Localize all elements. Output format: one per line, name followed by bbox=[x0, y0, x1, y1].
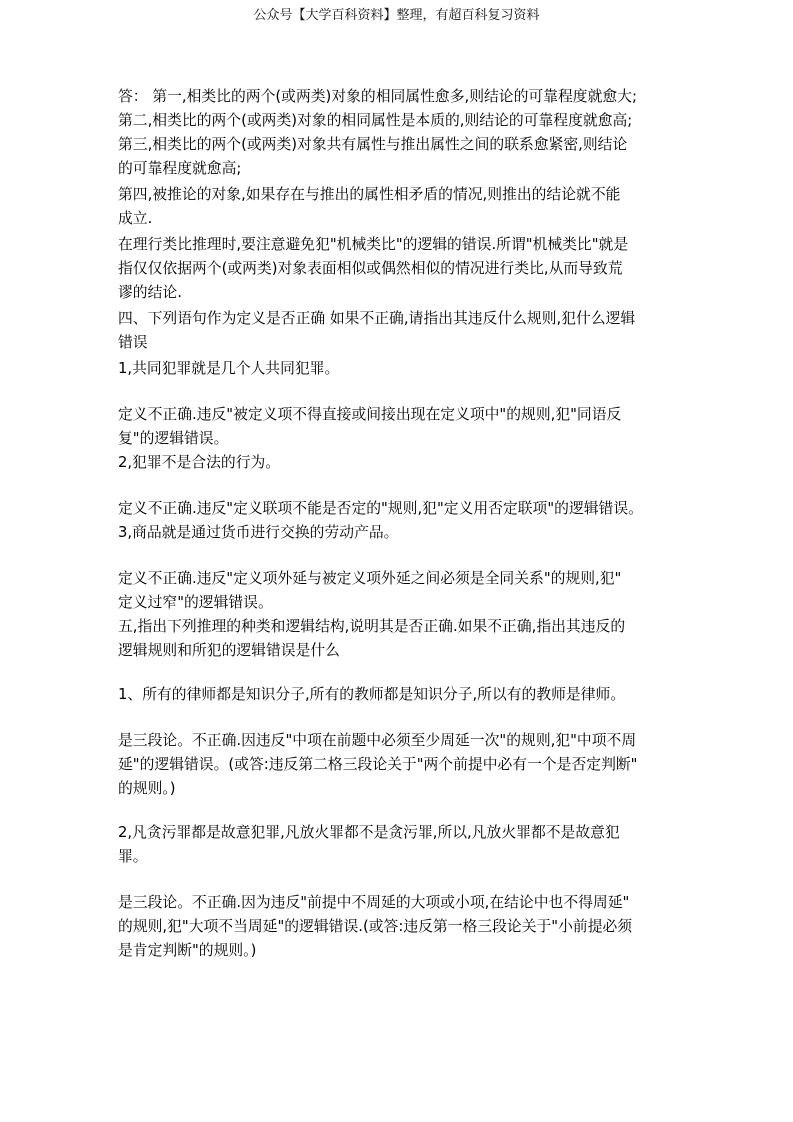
question-item: 罪。 bbox=[118, 848, 148, 865]
answer-line: 定义不正确.违反"定义联项不能是否定的"规则,犯"定义用否定联项"的逻辑错误。 bbox=[118, 500, 643, 517]
question-item: 1、所有的律师都是知识分子,所有的教师都是知识分子,所以有的教师是律师。 bbox=[118, 686, 626, 703]
text-line: 第三,相类比的两个(或两类)对象共有属性与推出属性之间的联系愈紧密,则结论 bbox=[118, 136, 628, 153]
question-item: 3,商品就是通过货币进行交换的劳动产品。 bbox=[118, 524, 399, 541]
text-line: 的可靠程度就愈高; bbox=[118, 160, 242, 177]
section-heading: 错误 bbox=[118, 334, 148, 351]
answer-line: 定义过窄"的逻辑错误。 bbox=[118, 594, 273, 611]
answer-line: 的规则,犯"大项不当周延"的逻辑错误.(或答:违反第一格三段论关于"小前提必须 bbox=[118, 918, 633, 935]
section-heading: 四、下列语句作为定义是否正确 如果不正确,请指出其违反什么规则,犯什么逻辑 bbox=[118, 310, 636, 327]
text-line: 成立. bbox=[118, 210, 153, 227]
question-item: 2,犯罪不是合法的行为。 bbox=[118, 454, 281, 471]
text-line: 谬的结论. bbox=[118, 284, 182, 301]
answer-line: 定义不正确.违反"被定义项不得直接或间接出现在定义项中"的规则,犯"同语反 bbox=[118, 406, 622, 423]
question-item: 1,共同犯罪就是几个人共同犯罪。 bbox=[118, 360, 340, 377]
text-line: 答： 第一,相类比的两个(或两类)对象的相同属性愈多,则结论的可靠程度就愈大; bbox=[118, 88, 637, 105]
answer-line: 是三段论。不正确.因违反"中项在前题中必须至少周延一次"的规则,犯"中项不周 bbox=[118, 732, 637, 749]
answer-line: 的规则。) bbox=[118, 780, 176, 797]
text-line: 第二,相类比的两个(或两类)对象的相同属性是本质的,则结论的可靠程度就愈高; bbox=[118, 112, 633, 129]
section-heading: 逻辑规则和所犯的逻辑错误是什么 bbox=[118, 642, 340, 659]
answer-line: 定义不正确.违反"定义项外延与被定义项外延之间必须是全同关系"的规则,犯" bbox=[118, 570, 622, 587]
answer-line: 是三段论。不正确.因为违反"前提中不周延的大项或小项,在结论中也不得周延" bbox=[118, 894, 630, 911]
text-line: 指仅仅依据两个(或两类)对象表面相似或偶然相似的情况进行类比,从而导致荒 bbox=[118, 260, 623, 277]
section-heading: 五,指出下列推理的种类和逻辑结构,说明其是否正确.如果不正确,指出其违反的 bbox=[118, 618, 626, 635]
answer-line: 延"的逻辑错误。(或答:违反第二格三段论关于"两个前提中必有一个是否定判断" bbox=[118, 756, 638, 773]
answer-line: 复"的逻辑错误。 bbox=[118, 430, 229, 447]
answer-line: 是肯定判断"的规则。) bbox=[118, 942, 257, 959]
text-line: 第四,被推论的对象,如果存在与推出的属性相矛盾的情况,则推出的结论就不能 bbox=[118, 186, 621, 203]
question-item: 2,凡贪污罪都是故意犯罪,凡放火罪都不是贪污罪,所以,凡放火罪都不是故意犯 bbox=[118, 824, 620, 841]
text-line: 在理行类比推理时,要注意避免犯"机械类比"的逻辑的错误.所谓"机械类比"就是 bbox=[118, 236, 629, 253]
page-header: 公众号【大学百科资料】整理，有超百科复习资料 bbox=[253, 8, 540, 23]
